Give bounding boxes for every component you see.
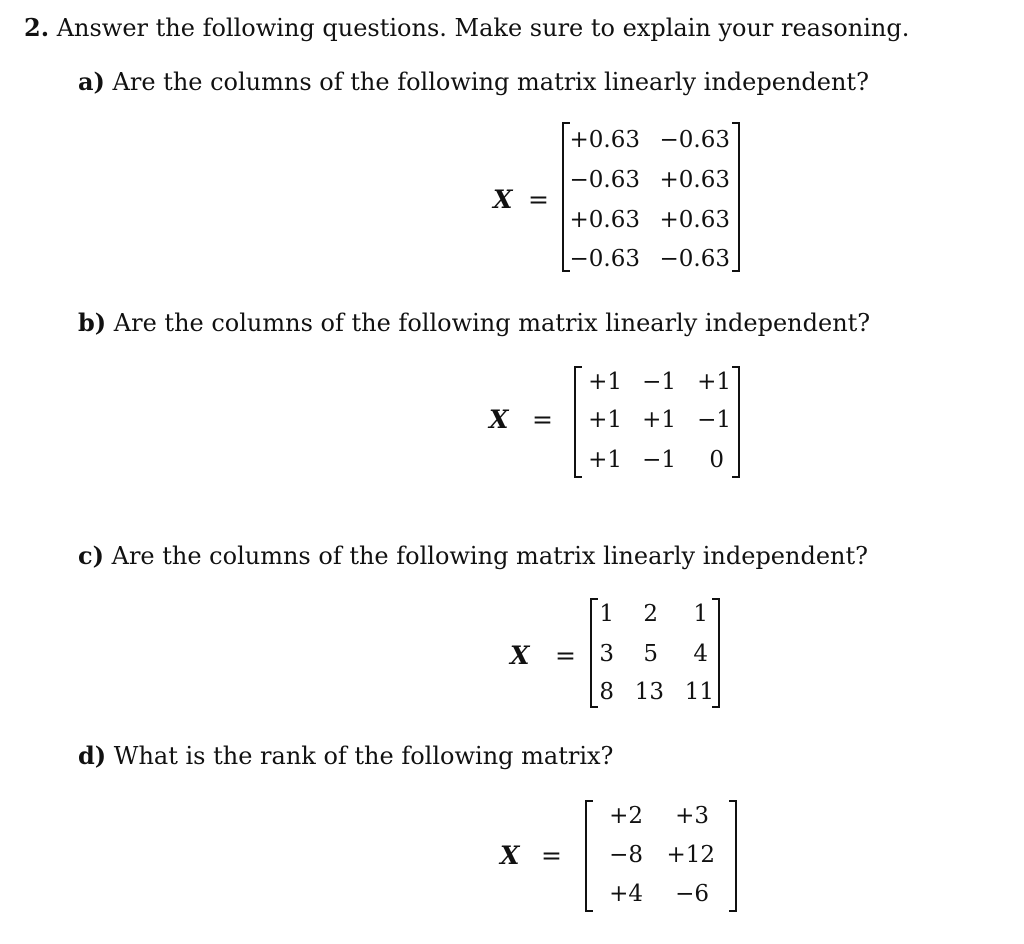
problem-header	[24, 14, 909, 42]
matrix-cell: +0.63	[659, 207, 730, 233]
part-a-question	[78, 68, 869, 96]
matrix-cell: +1	[697, 369, 731, 395]
matrix-cell: +2	[609, 803, 643, 829]
part-d-question	[78, 742, 613, 770]
part-b-matrix	[574, 366, 740, 478]
part-b-text: Are the columns of the following matrix linearly independent?	[113, 309, 871, 337]
matrix-cell: +1	[588, 369, 622, 395]
matrix-cell: −0.63	[569, 246, 640, 272]
part-a-matrix-var: X	[493, 185, 513, 214]
matrix-cell: −6	[675, 881, 709, 907]
matrix-cell: +1	[588, 447, 622, 473]
matrix-cell: 1	[599, 601, 614, 627]
part-c-label: c)	[78, 541, 104, 570]
part-c-question	[78, 542, 868, 570]
matrix-cell: +12	[666, 842, 715, 868]
matrix-cell: 0	[709, 447, 724, 473]
part-c-matrix-var: X	[510, 641, 530, 670]
part-b-label: b)	[78, 308, 107, 337]
matrix-cell: −0.63	[569, 167, 640, 193]
part-c-text: Are the columns of the following matrix linearly independent?	[111, 542, 868, 570]
matrix-cell: 5	[643, 641, 658, 667]
part-d-matrix-var: X	[500, 841, 520, 870]
part-a-text: Are the columns of the following matrix linearly independent?	[112, 68, 869, 96]
part-d-label: d)	[78, 741, 107, 770]
matrix-cell: −0.63	[659, 246, 730, 272]
matrix-cell: −0.63	[659, 127, 730, 153]
part-d-matrix	[585, 800, 737, 912]
matrix-cell: +3	[675, 803, 709, 829]
problem-number: 2.	[24, 13, 50, 42]
matrix-cell: 13	[634, 679, 664, 705]
part-c-equals: =	[555, 641, 576, 670]
part-b-matrix-var: X	[489, 405, 509, 434]
part-b-question	[78, 309, 870, 337]
matrix-cell: 2	[643, 601, 658, 627]
matrix-cell: +0.63	[569, 127, 640, 153]
part-a-label: a)	[78, 67, 105, 96]
part-d-equals: =	[541, 841, 562, 870]
matrix-cell: −1	[697, 407, 731, 433]
matrix-cell: +4	[609, 881, 643, 907]
problem-instruction: Answer the following questions. Make sure to explain your reasoning.	[56, 14, 910, 42]
matrix-cell: −1	[642, 369, 676, 395]
matrix-cell: +1	[588, 407, 622, 433]
part-a-matrix	[562, 122, 740, 272]
part-a-equals: =	[528, 185, 549, 214]
matrix-cell: 11	[684, 679, 714, 705]
matrix-cell: +1	[642, 407, 676, 433]
part-d-text: What is the rank of the following matrix?	[113, 742, 614, 770]
matrix-cell: −8	[609, 842, 643, 868]
matrix-cell: −1	[642, 447, 676, 473]
part-b-equals: =	[532, 405, 553, 434]
matrix-cell: 4	[693, 641, 708, 667]
matrix-cell: +0.63	[569, 207, 640, 233]
matrix-cell: 8	[599, 679, 614, 705]
part-c-matrix	[590, 598, 720, 708]
matrix-cell: 1	[693, 601, 708, 627]
matrix-cell: 3	[599, 641, 614, 667]
matrix-cell: +0.63	[659, 167, 730, 193]
